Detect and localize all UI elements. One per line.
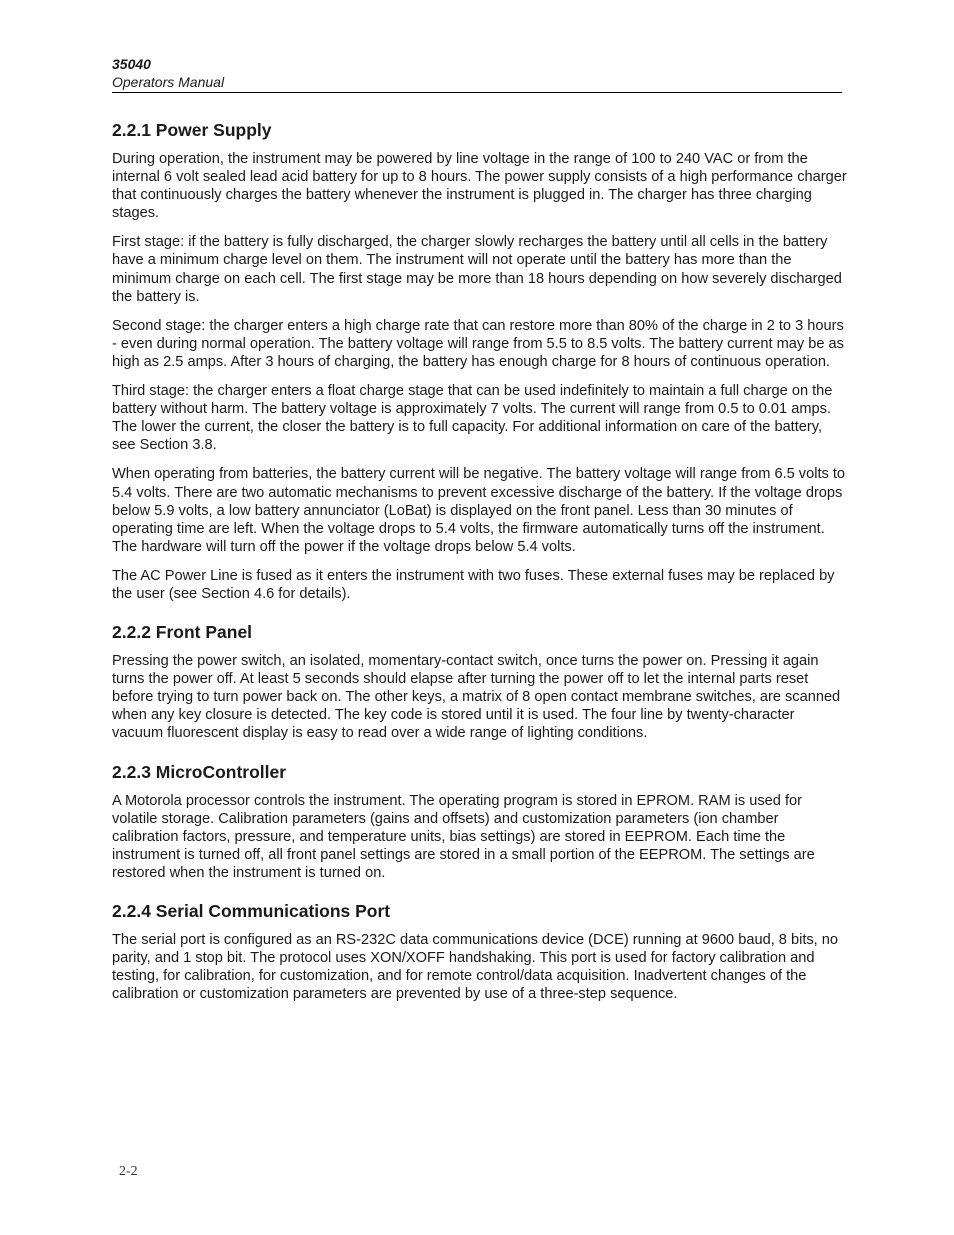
section-serial-communications-port: [112, 900, 847, 1003]
section-heading: 2.2.3 MicroController: [112, 761, 287, 782]
page-number: 2-2: [119, 1164, 138, 1179]
paragraph: The serial port is configured as an RS-232C data communications device (DCE) running at 9600 baud, 8 bits, no parity, and 1 stop bit. The protocol uses XON/XOFF handshaking. This port is used for factory calibration and testing, for calibration, for customization, and for remote control/data acquisition. Inadvertent changes of the calibration or customization parameters are prevented by use of a three-step sequence.: [112, 932, 839, 1003]
paragraph: Pressing the power switch, an isolated, momentary-contact switch, once turns the power on. Pressing it again turns the power off. At least 5 seconds should elapse after turning the power off to let the internal parts reset before trying to turn power back on. The other keys, a matrix of 8 open contact membrane switches, are scanned when any key closure is detected. The key code is stored until it is used. The four line by twenty-character vacuum fluorescent display is easy to read over a wide range of lighting conditions.: [112, 653, 841, 742]
paragraph: During operation, the instrument may be powered by line voltage in the range of 100 to 240 VAC or from the internal 6 volt sealed lead acid battery for up to 8 hours. The power supply consists of a high performance charger that continuously charges the battery whenever the instrument is plugged in. The charger has three charging stages.: [112, 151, 847, 222]
page-content: [112, 119, 847, 1021]
section-front-panel: [112, 621, 847, 742]
paragraph: Second stage: the charger enters a high charge rate that can restore more than 80% of the charge in 2 to 3 hours - even during normal operation. The battery voltage will range from 5.5 to 8.5 volts. The battery current may be as high as 2.5 amps. After 3 hours of charging, the battery has enough charge for 8 hours of continuous operation.: [112, 317, 844, 370]
paragraph: The AC Power Line is fused as it enters the instrument with two fuses. These external fuses may be replaced by the user (see Section 4.6 for details).: [112, 567, 835, 602]
document-number: 35040: [112, 56, 151, 72]
paragraph: First stage: if the battery is fully discharged, the charger slowly recharges the battery until all cells in the battery have a minimum charge level on them. The instrument will not operate until the battery has more than the minimum charge on each cell. The first stage may be more than 18 hours depending on how severely discharged the battery is.: [112, 234, 842, 305]
page-header: [112, 56, 842, 93]
document-title: Operators Manual: [112, 74, 225, 90]
section-power-supply: [112, 119, 847, 603]
section-heading: 2.2.4 Serial Communications Port: [112, 901, 391, 921]
paragraph: A Motorola processor controls the instrument. The operating program is stored in EPROM. RAM is used for volatile storage. Calibration parameters (gains and offsets) and customization parameters (ion chamber calibration factors, pressure, and temperature units, bias settings) are stored in EEPROM. Each time the instrument is turned off, all front panel settings are stored in a small portion of the EEPROM. The settings are restored when the instrument is turned on.: [112, 792, 815, 881]
paragraph: Third stage: the charger enters a float charge stage that can be used indefinitely to maintain a full charge on the battery without harm. The battery voltage is approximately 7 volts. The current will range from 0.5 to 0.01 amps. The lower the current, the closer the battery is to full capacity. For additional information on care of the battery, see Section 3.8.: [112, 383, 833, 454]
section-heading: 2.2.1 Power Supply: [112, 120, 272, 140]
section-microcontroller: [112, 761, 847, 882]
section-heading: 2.2.2 Front Panel: [112, 622, 253, 643]
paragraph: When operating from batteries, the battery current will be negative. The battery voltage will range from 6.5 volts to 5.4 volts. There are two automatic mechanisms to prevent excessive discharge of the battery. If the voltage drops below 5.9 volts, a low battery annunciator (LoBat) is displayed on the front panel. Less than 30 minutes of operating time are left. When the voltage drops to 5.4 volts, the firmware automatically turns off the instrument. The hardware will turn off the power if the voltage drops below 5.4 volts.: [112, 466, 846, 555]
